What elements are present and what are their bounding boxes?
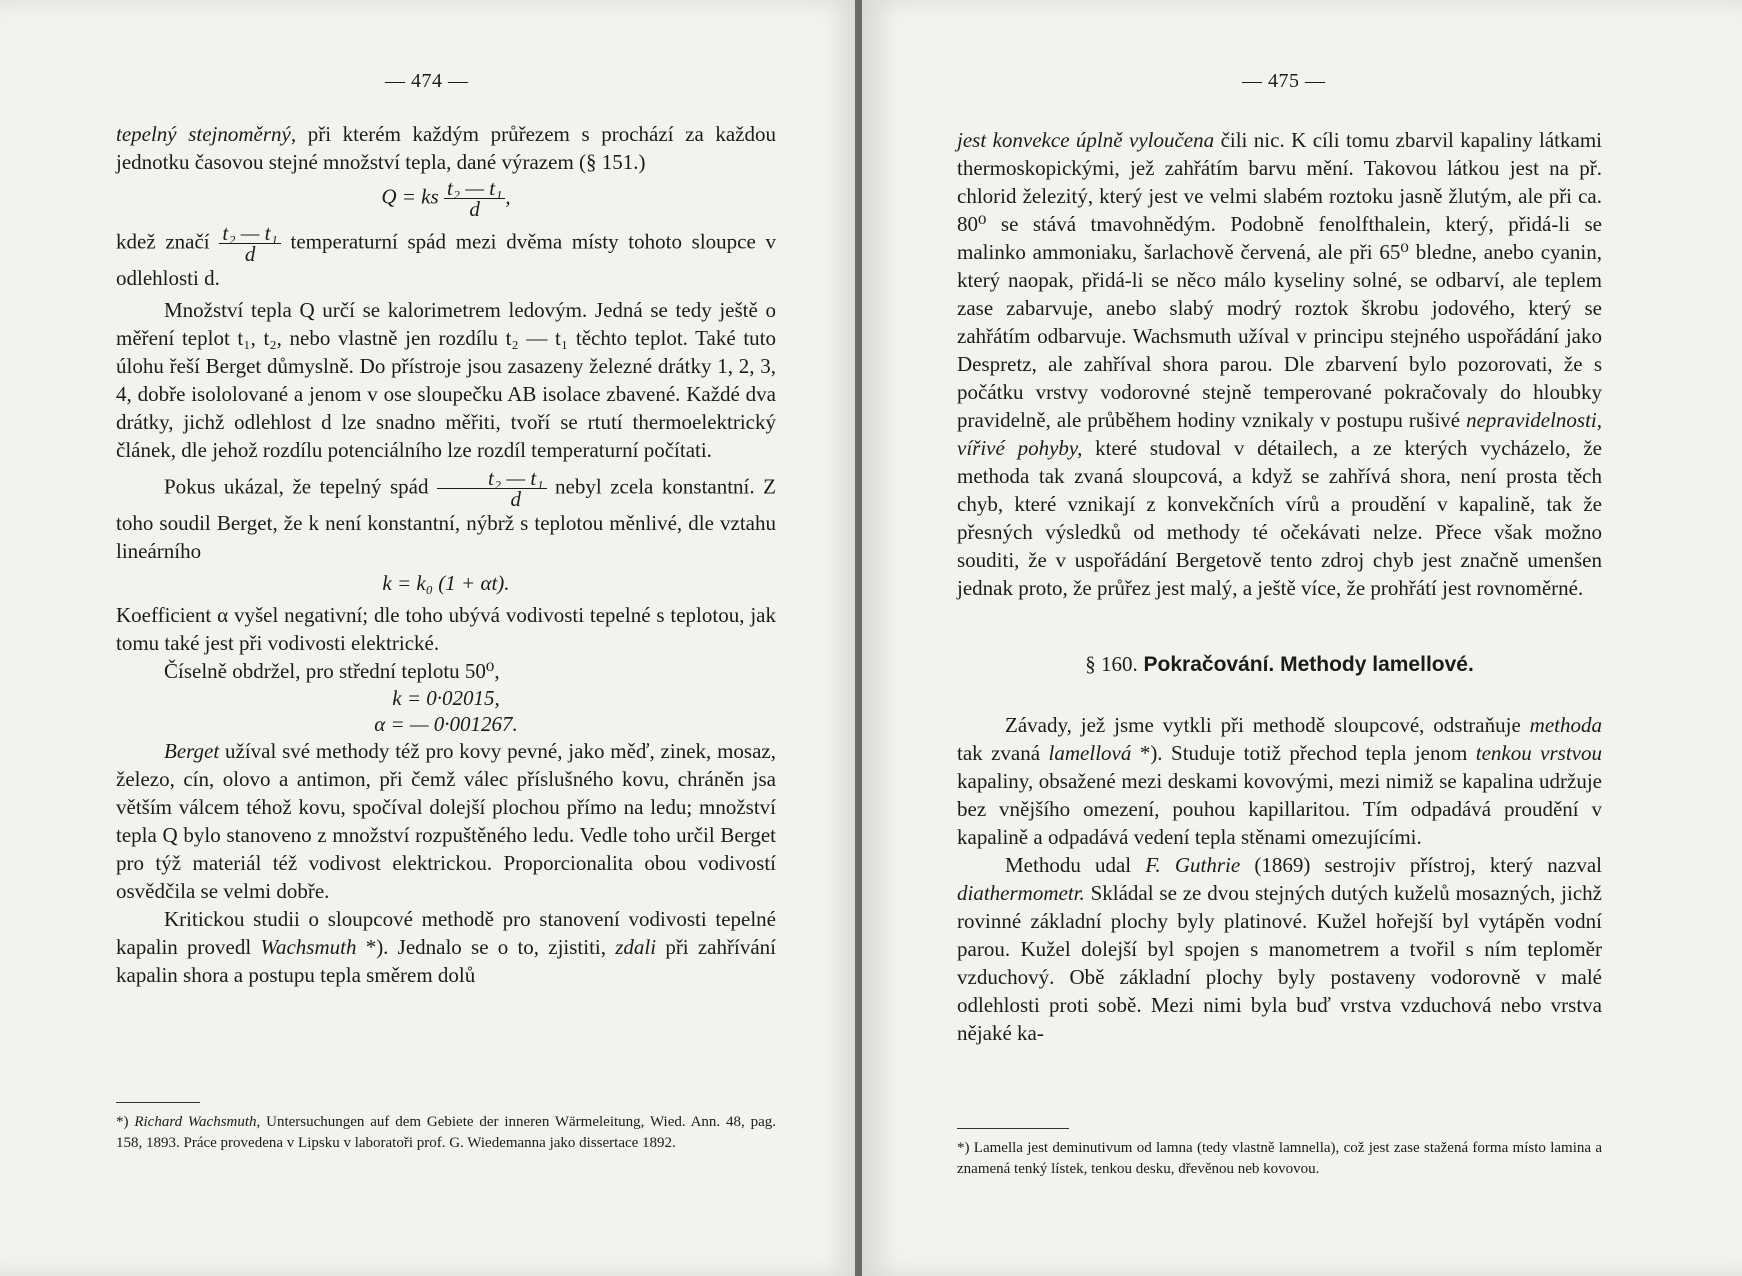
- text: tak zvaná: [957, 741, 1049, 765]
- text: při zahřívání kapalin shora a postupu tepla směrem dolů: [116, 935, 776, 987]
- emphasis: diathermometr.: [957, 881, 1085, 905]
- footnote: *) Lamella jest deminutivum od lamna (tedy vlastně lamnella), což jest zase stažená forma místo lamina a znamená tenký lístek, tenkou desku, dřevěnou neb kovovou.: [957, 1140, 1602, 1177]
- formula-alpha: α = — 0·001267.: [374, 712, 518, 736]
- fraction-denominator: d: [244, 242, 256, 266]
- paragraph: [116, 737, 776, 905]
- paragraph: [957, 851, 1602, 1047]
- section-number: § 160.: [1085, 652, 1138, 676]
- text: *). Studuje totiž přechod tepla jenom: [1131, 741, 1476, 765]
- emphasis: tepelný stejnoměrný,: [116, 122, 297, 146]
- paragraph: Číselně obdržel, pro střední teplotu 50⁰,: [164, 659, 500, 683]
- emphasis: Richard Wachsmuth,: [134, 1114, 261, 1130]
- text: čili nic. K cíli tomu zbarvil kapaliny látkami thermoskopickými, jež zahřátím barvu mění. Takovou látkou jest na př. chlorid železitý, který jest ve velmi slabém roztoku jasně žlutým, ale při ca. 80⁰ se stává tmavohnědým. Podobně fenolfthalein, který, přidá-li se malinko ammoniaku, šarlachově červená, ale při 65⁰ bledne, anebo cyanin, který naopak, přidá-li se něco málo kyseliny solné, se odbarví, ale teplem zase zabarvuje, anebo slabý modrý roztok škrobu jodového, který se zahřátím odbarvuje. Wachsmuth užíval v principu stejného uspořádání jako Despretz, ale zahříval shora parou. Dle zbarvení bylo pozorovati, že s počátku vrstvy vodorovné stejně temperované pokračovaly do hloubky pravidelně, ale průběhem hodiny vznikaly v postupu rušivé: [957, 128, 1602, 432]
- right-page: [862, 0, 1742, 1276]
- formula-tail: ,: [505, 184, 511, 209]
- text: Kritickou studii o sloupcové methodě pro stanovení vodivosti tepelné kapalin provedl: [116, 907, 776, 959]
- paragraph: [957, 126, 1602, 602]
- fraction-numerator: t₂ — t₁: [437, 468, 546, 489]
- fraction: [219, 223, 280, 264]
- section-title: Pokračování. Methody lamellové.: [1137, 653, 1474, 676]
- paragraph: [116, 223, 776, 292]
- page-number: — 474 —: [385, 70, 469, 92]
- text: (1869) sestrojiv přístroj, který nazval: [1240, 853, 1603, 877]
- emphasis: lamellová: [1048, 741, 1132, 765]
- text: *). Jednalo se o to, zjistiti,: [356, 935, 616, 959]
- paragraph: Koefficient α vyšel negativní; dle toho ubývá vodivosti tepelné s teplotou, jak tomu také jest při vodivosti elektrické.: [116, 603, 776, 655]
- text: Závady, jež jsme vytkli při methodě sloupcové, odstraňuje: [1005, 713, 1530, 737]
- paragraph: [116, 120, 776, 176]
- fraction-numerator: t₂ — t₁: [444, 178, 505, 199]
- fraction-numerator: t₂ — t₁: [219, 223, 280, 244]
- text: kdež značí: [116, 229, 210, 254]
- text: užíval své methody též pro kovy pevné, jako měď, zinek, mosaz, železo, cín, olovo a antimon, při čemž válec příslušného kovu, chráněn jsa větším válcem téhož kovu, spočíval dolejší plochou přímo na ledu; množství tepla Q bylo stanoveno z množství rozpuštěného ledu. Vedle toho určil Berget pro týž materiál též vodivost elektrickou. Proporcionalita obou vodivostí osvědčila se velmi dobře.: [116, 739, 776, 903]
- page-body: [957, 126, 1602, 1047]
- paragraph: [116, 905, 776, 989]
- formula-k: k = 0·02015,: [392, 686, 500, 710]
- text: *): [116, 1114, 135, 1130]
- fraction-denominator: d: [469, 197, 480, 221]
- page-number: — 475 —: [1242, 70, 1326, 92]
- text: Methodu udal: [1005, 853, 1146, 877]
- emphasis: tenkou vrstvou: [1475, 741, 1603, 765]
- text: kapaliny, obsažené mezi deskami kovovými, mezi nimiž se kapalina udržuje bez vnějšího omezení, pouhou kapillaritou. Tím odpadává proudění v kapalině a odpadává vedení tepla stěnami omezujícími.: [957, 769, 1602, 849]
- text: nebyl zcela konstantní. Z toho soudil Berget, že k není konstantní, nýbrž s teplotou měnlivé, dle vztahu lineárního: [116, 474, 777, 563]
- footnote-rule: [116, 1102, 200, 1103]
- text: Skládal se ze dvou stejných dutých kuželů mosazných, jichž rovinné základní plochy byly platinové. Kužel hořejší byl vytápěn vodní parou. Kužel dolejší byl spojen s manometrem a tvořil s ním teploměr vzduchový. Obě základní plochy byly postaveny vodorovně v malé odlehlosti proti sobě. Mezi nimi byla buď vrstva vzduchová nebo vrstva nějaké ka-: [957, 881, 1602, 1045]
- footnote: [116, 1112, 776, 1154]
- emphasis: nepravidelnosti, vířivé pohyby,: [957, 408, 1602, 460]
- formula-linear: k = k₀ (1 + αt).: [382, 571, 510, 595]
- paragraph: Množství tepla Q určí se kalorimetrem ledovým. Jedná se tedy ještě o měření teplot t₁, t₂, nebo vlastně jen rozdílu t₂ — t₁ těchto teplot. Také tuto úlohu řeší Berget důmyslně. Do přístroje jsou zasazeny železné drátky 1, 2, 3, 4, dobře isololované a jenom v ose sloupečku AB isolace zbavené. Každé dva drátky, jichž odlehlost d lze snadno měřiti, tvoří se rtutí thermoelektrický článek, dle jehož rozdílu potenciálního lze rozdíl temperaturní počítati.: [116, 298, 776, 462]
- emphasis: methoda: [1529, 713, 1602, 737]
- fraction-denominator: d: [510, 487, 522, 511]
- emphasis: zdali: [615, 935, 657, 959]
- paragraph: [957, 711, 1602, 851]
- text: při kterém každým průřezem s prochází za každou jednotku časovou stejné množství tepla, dané výrazem (§ 151.): [116, 122, 776, 174]
- fraction: [437, 468, 546, 509]
- text: Pokus ukázal, že tepelný spád: [164, 474, 429, 499]
- emphasis: Wachsmuth: [260, 935, 357, 959]
- footnote-rule: [957, 1128, 1069, 1129]
- text: které studoval v détailech, a ze kterých vycházelo, že methoda tak zvaná sloupcová, a když se zahřívá shora, není prosta těch chyb, které vznikají z konvekčních vírů a proudění v kapalině, tak že přesných výsledků od methody té očekávati nelze. Přece však možno souditi, že v uspořádání Bergetově tento zdroj chyb jest značně umenšen jednak proto, že průřez jest malý, a ještě více, že prohřátí jest rovnoměrné.: [957, 436, 1602, 600]
- emphasis: jest konvekce úplně vyloučena: [957, 128, 1215, 152]
- emphasis: Berget: [164, 739, 220, 763]
- formula-lhs: Q = ks: [381, 184, 439, 209]
- text: temperaturní spád mezi dvěma místy tohoto sloupce v odlehlosti d.: [116, 229, 776, 290]
- emphasis: F. Guthrie: [1145, 853, 1241, 877]
- left-page: [0, 0, 860, 1276]
- text: Untersuchungen auf dem Gebiete der inneren Wärmeleitung, Wied. Ann. 48, pag. 158, 1893. Práce provedena v Lipsku v laboratoři prof. G. Wiedemanna jako dissertace 1892.: [116, 1114, 776, 1151]
- section-heading: [957, 650, 1602, 679]
- paragraph: [116, 468, 776, 565]
- formula-heat-flow: [116, 178, 776, 219]
- page-body: [116, 120, 776, 989]
- fraction: [444, 178, 505, 219]
